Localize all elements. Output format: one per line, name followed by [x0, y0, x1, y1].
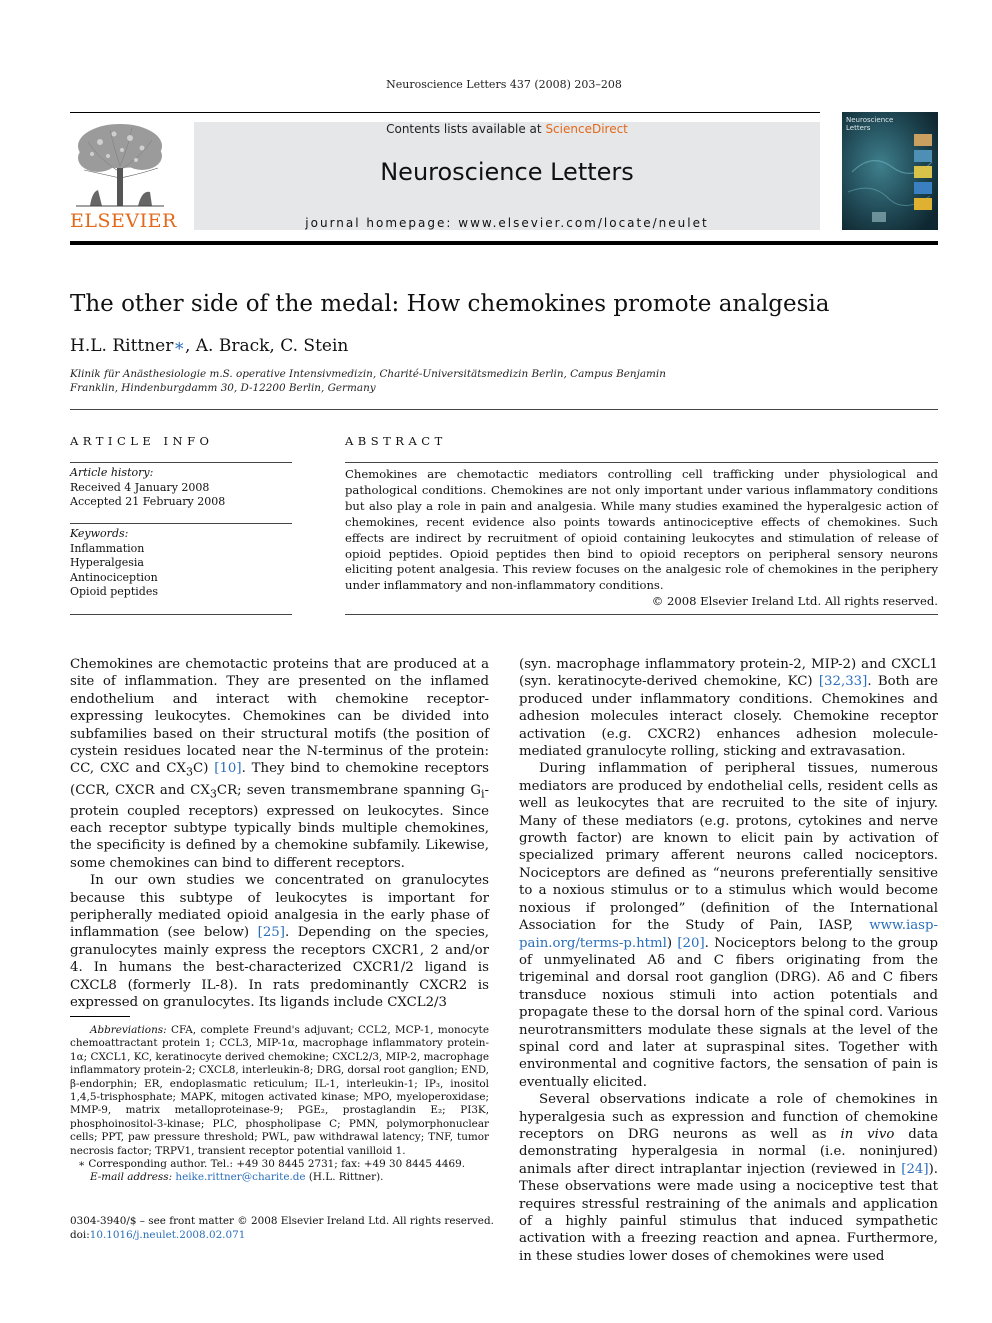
- email-link[interactable]: heike.rittner@charite.de: [175, 1171, 306, 1184]
- running-head: Neuroscience Letters 437 (2008) 203–208: [386, 78, 622, 91]
- keywords-block: [70, 527, 158, 600]
- doi-link[interactable]: 10.1016/j.neulet.2008.02.071: [89, 1229, 246, 1241]
- cover-title: Neuroscience Letters: [846, 116, 894, 132]
- abstract-body: [345, 467, 938, 610]
- abstract-rule: [345, 462, 938, 463]
- abstract-text: Chemokines are chemotactic mediators controlling cell trafficking under physiological and pathological conditions. Chemokines are not only important under various inflammatory conditions but also play a role in pain and analgesia. While many studies examined the hyperalgesic action of chemokines, recent evidence also points towards antinociceptive effects of chemokines. Such effects are indirect by recruitment of opioid containing leukocytes and stimulation of release of opioid peptides. Opioid peptides then bind to opioid receptors on peripheral sensory neurons eliciting potent analgesia. This review focuses on the analgesic role of chemokines in the periphery under inflammatory and non-inflammatory conditions.: [345, 467, 938, 593]
- issn-doi: [70, 1214, 494, 1242]
- body-column-left: [70, 656, 489, 1011]
- paragraph: In our own studies we concentrated on granulocytes because this subtype of leukocytes is important for peripherally mediated opioid analgesia in the early phase of inflammation (see below) [25]. Depending on the species, granulocytes mainly express the receptors CXCR1, 2 and/or 4. In humans the best-characterized CXCR1/2 ligand is CXCL8 (formerly IL-8). In rats predominantly CXCR2 is expressed on granulocytes. Its ligands include CXCL2/3: [70, 873, 489, 1011]
- author-1[interactable]: H.L. Rittner: [70, 336, 174, 356]
- citation-link[interactable]: [25]: [257, 925, 285, 941]
- paragraph: (syn. macrophage inflammatory protein-2, MIP-2) and CXCL1 (syn. keratinocyte-derived chemokine, KC) [32,33]. Both are produced under inflammatory conditions. Chemokines and adhesion molecules interact closely. Chemokine receptor activation (e.g. CXCR2) enhances adhesion molecule-mediated granulocyte rolling, sticking and extravasation.: [519, 657, 938, 760]
- sciencedirect-link[interactable]: ScienceDirect: [545, 122, 628, 136]
- article-info-rule: [70, 462, 292, 463]
- journal-homepage-link[interactable]: journal homepage: www.elsevier.com/locate/neulet: [305, 216, 709, 230]
- corresponding-author-marker[interactable]: ∗: [173, 336, 185, 356]
- journal-masthead: [194, 122, 820, 230]
- contents-prefix: Contents lists available at: [386, 122, 546, 136]
- citation-link[interactable]: [20]: [677, 935, 705, 951]
- article-info-heading: ARTICLE INFO: [70, 434, 214, 448]
- email-footnote: E-mail address: heike.rittner@charite.de (H.L. Rittner).: [90, 1171, 384, 1184]
- article-history: [70, 466, 225, 510]
- abstract-copyright: © 2008 Elsevier Ireland Ltd. All rights reserved.: [651, 594, 938, 609]
- citation-link[interactable]: [10]: [214, 761, 242, 777]
- keywords-rule: [70, 614, 292, 615]
- journal-cover-image[interactable]: [842, 112, 938, 230]
- keyword: Antinociception: [70, 570, 158, 584]
- doi-line: doi:10.1016/j.neulet.2008.02.071: [70, 1229, 246, 1241]
- iasp-url-link[interactable]: www.iasp-pain.org/terms-p.html: [519, 918, 938, 951]
- tree-icon: [70, 120, 170, 208]
- footnotes: [70, 1024, 489, 1185]
- title-divider: [70, 409, 938, 410]
- history-rule: [70, 523, 292, 524]
- journal-title[interactable]: Neuroscience Letters: [380, 158, 634, 186]
- keyword: Opioid peptides: [70, 585, 158, 598]
- publisher-name: ELSEVIER: [70, 210, 177, 232]
- keyword: Inflammation: [70, 541, 145, 555]
- keywords-label: Keywords:: [70, 527, 129, 540]
- abstract-heading: ABSTRACT: [345, 434, 447, 448]
- paragraph: During inflammation of peripheral tissues, numerous mediators are produced by endothelial cells, resident cells as well as leukocytes that are recruited to the site of injury. Many of these mediators (e.g. protons, cytokines and nerve growth factor) are known to elicit pain by activation of specialized primary afferent neurons called nociceptors. Nociceptors are defined as “neurons preferentially sensitive to a noxious stimulus or to a stimulus which would become noxious if prolonged” (definition of the International Association for the Study of Pain, IASP, www.iasp-pain.org/terms-p.html) [20]. Nociceptors belong to the group of unmyelinated Aδ and C fibers originating from the trigeminal and dorsal root ganglion (DRG). Aδ and C fibers transduce noxious stimuli into action potentials and propagate these to the dorsal horn of the spinal cord. Various neurotransmitters modulate these signals at the level of the spinal cord and later at supraspinal sites. Together with environmental and cognitive factors, the sensation of pain is eventually elicited.: [519, 761, 938, 1090]
- body-column-right: [519, 656, 938, 1265]
- corresponding-author-footnote: ∗ Corresponding author. Tel.: +49 30 8445 2731; fax: +49 30 8445 4469.: [78, 1158, 466, 1171]
- footnote-rule: [70, 1016, 130, 1017]
- history-label: Article history:: [70, 466, 154, 479]
- issn-line: 0304-3940/$ – see front matter © 2008 Elsevier Ireland Ltd. All rights reserved.: [70, 1215, 494, 1227]
- affiliation: Klinik für Anästhesiologie m.S. operative Intensivmedizin, Charité-Universitätsmedizin Berlin, Campus Benjamin Franklin, Hindenburgdamm 30, D-12200 Berlin, Germany: [70, 368, 666, 394]
- header-rule: [70, 112, 820, 113]
- keyword: Hyperalgesia: [70, 556, 144, 569]
- author-list: [70, 336, 348, 356]
- accepted-date: Accepted 21 February 2008: [70, 495, 226, 508]
- citation-link[interactable]: [32,33]: [818, 674, 868, 690]
- citation-link[interactable]: [24]: [901, 1161, 929, 1177]
- received-date: Received 4 January 2008: [70, 480, 210, 494]
- abbreviations-footnote: Abbreviations: CFA, complete Freund's adjuvant; CCL2, MCP-1, monocyte chemoattractant protein 1; CCL3, MIP-1α, macrophage inflammatory protein-1α; CXCL1, KC, keratinocyte derived chemokine; CXCL2/3, MIP-2, macrophage inflammatory protein-2; CXCL8, interleukin-8; DRG, dorsal root ganglion; END, β-endorphin; ER, endoplasmatic reticulum; IL-1, interleukin-1; IP₃, inositol 1,4,5-trisphosphate; MAPK, mitogen activated kinase; MPO, myeloperoxidase; MMP-9, matrix metalloproteinase-9; PGE₂, prostaglandin E₂; PI3K, phosphoinositol-3-kinase; PLC, phospholipase C; PMN, polymorphonuclear cells; PPT, paw pressure threshold; PWL, paw withdrawal latency; TNF, tumor necrosis factor; TRPV1, transient receptor potential vanilloid 1.: [70, 1024, 489, 1157]
- header-thick-rule: [70, 241, 938, 245]
- coauthors[interactable]: , A. Brack, C. Stein: [184, 336, 349, 356]
- publisher-logo[interactable]: [70, 120, 177, 235]
- paragraph: Chemokines are chemotactic proteins that are produced at a site of inflammation. They are presented on the inflamed endothelium and interact with chemokine receptor-expressing leukocytes. Chemokines can be divided into subfamilies based on their structural motifs (the position of cystein residues located near the N-terminus of the protein: CC, CXC and $CX_3C$) [10]. They bind to chemokine receptors (CCR, CXCR and $CX_3CR$; seven transmembrane spanning $G_i$-protein coupled receptors) expressed on leukocytes. Since each receptor subtype typically binds multiple chemokines, the specificity is defined by a chemokine subfamily. Likewise, some chemokines can bind to different receptors.: [70, 657, 489, 871]
- paragraph: Several observations indicate a role of chemokines in hyperalgesia such as expression and function of chemokine receptors on DRG neurons as well as in vivo data demonstrating hyperalgesia in normal (i.e. noninjured) animals after direct intraplantar injection (reviewed in [24]). These observations were made using a nociceptive test that requires stressful restraining of the animals and application of a highly painful stimulus that induced sympathetic activation with a freezing reaction and apnea. Furthermore, in these studies lower doses of chemokines were used: [519, 1092, 939, 1264]
- article-title: The other side of the medal: How chemokines promote analgesia: [70, 291, 830, 317]
- contents-line: [194, 122, 820, 136]
- abstract-bottom-rule: [345, 614, 938, 615]
